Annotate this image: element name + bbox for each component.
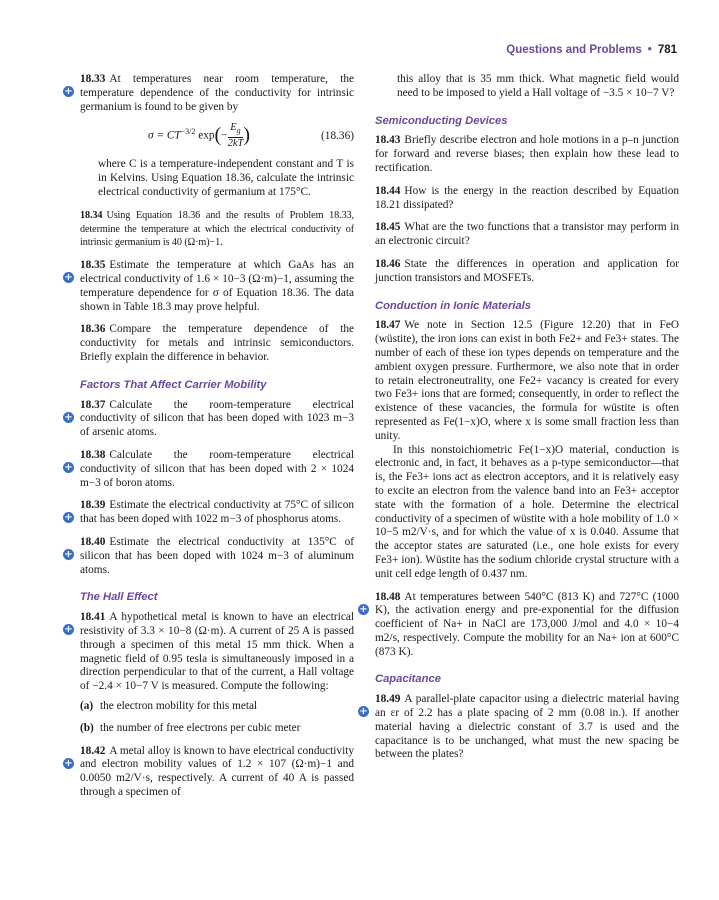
problem-18-44: 18.44 How is the energy in the reaction described by Equation 18.21 dissipated? [375,184,679,211]
equation-body: $\sigma = CT^{-3/2}$ exp(− $\frac{E_g}{2kT}$) [148,122,251,150]
section-heading-capacitance: Capacitance [375,673,441,686]
problem-18-47: 18.47 We note in Section 12.5 (Figure 12.20) that in FeO (wüstite), the iron ions can exist in both Fe2+ and Fe3+ states. The number of each of these ion types depends on temperature and the ambient oxygen pressure. Furthermore, we also note that in order to retain electroneutrality, one Fe2+ vacancy is created for every two Fe3+ ions that are formed; consequently, in order to reflect the existence of these vacancies, the formula for wüstite is often represented as Fe(1−x)O, where x is some small fraction less than unity. In this nonstoichiometric Fe(1−x)O material, conduction is electronic and, in fact, it behaves as a p-type semiconductor—that is, the Fe3+ ions act as electron acceptors, and it is relatively easy to excite an electron from the valence band into an Fe3+ acceptor state with the formation of a hole. Determine the electrical conductivity of a specimen of wüstite with a hole mobility of 1.0 × 10−5 m2/V·s, and for which the value of x is 0.040. Assume that the acceptor states are saturated (i.e., one hole exists for every Fe3+ ion). Wüstite has the sodium chloride crystal structure with a unit cell edge length of 0.437 nm. [375,319,679,580]
plus-circle-icon[interactable]: + [64,757,73,769]
problem-text: At temperatures near room temperature, the temperature dependence of the conductivity for intrinsic germanium is found to be given by [80,73,354,113]
problem-18-36: 18.36 Compare the temperature dependence of the conductivity for metals and intrinsic semiconductors. Briefly explain the difference in behavior. [80,323,354,364]
problem-number: 18.33 [80,73,106,85]
subpart-a: (a) the electron mobility for this metal [80,699,258,712]
fraction: $\frac{E_g}{2kT}$ [227,122,244,150]
plus-circle-icon[interactable]: + [64,624,73,636]
plus-circle-icon[interactable]: + [359,603,368,615]
problem-18-35: + 18.35 Estimate the temperature at which GaAs has an electrical conductivity of 1.6 × 10−3 (Ω·m)−1, assuming the temperature dependence for σ of Equation 18.36. The data shown in Table 18.3 may prove helpful. [64,259,354,313]
equation-18-36 [80,122,354,150]
plus-circle-icon[interactable]: + [64,272,73,284]
header-separator: • [647,44,652,56]
plus-circle-icon[interactable]: + [64,462,73,474]
problem-18-45: 18.45 What are the two functions that a transistor may perform in an electronic circuit? [375,221,679,248]
problem-18-37: + 18.37 Calculate the room-temperature electrical conductivity of silicon that has been doped with 1023 m−3 of arsenic atoms. [64,398,354,439]
problem-18-39: + 18.39 Estimate the electrical conductivity at 75°C of silicon that has been doped with 1022 m−3 of phosphorus atoms. [64,499,354,526]
problem-18-43: 18.43 Briefly describe electron and hole motions in a p–n junction for forward and reverse biases; then explain how these lead to rectification. [375,134,679,174]
problem-18-47-paragraph-2: In this nonstoichiometric Fe(1−x)O material, conduction is electronic and, in fact, it behaves as a p-type semiconductor—that is, the Fe3+ ions act as electron acceptors, and it is relatively easy to excite an electron from the valence band into an Fe3+ acceptor state with the formation of a hole. Determine the electrical conductivity of a specimen of wüstite with a hole mobility of 1.0 × 10−5 m2/V·s, and for which the value of x is 0.040. Assume that the acceptor states are saturated (i.e., one hole exists for every Fe3+ ion). Wüstite has the sodium chloride crystal structure with a unit cell edge length of 0.437 nm. [375,443,679,580]
problem-18-46: 18.46 State the differences in operation and application for junction transistors and MOSFETs. [375,257,679,284]
right-column [359,73,679,771]
problem-18-33 [64,73,354,200]
section-heading-hall: The Hall Effect [80,591,158,604]
problem-18-41: + 18.41 A hypothetical metal is known to have an electrical resistivity of 3.3 × 10−8 (Ω·m). A current of 25 A is passed through a specimen of this metal 15 mm thick. When a magnetic field of 0.95 tesla is simultaneously imposed in a direction perpendicular to that of the current, a Hall voltage of −2.4 × 10−7 V is measured. Compute the following: (a) the electron mobility for this metal (b) the number of free electrons per cubic meter [64,611,354,734]
equation-number: (18.36) [321,129,354,142]
left-column [64,73,354,809]
problem-18-42-continued: this alloy that is 35 mm thick. What magnetic field would need to be imposed to yield a Hall voltage of −3.5 × 10−7 V? [397,73,679,99]
problem-18-34: 18.34 Using Equation 18.36 and the results of Problem 18.33, determine the temperature at which the electrical conductivity of intrinsic germanium is 40 (Ω·m)−1. [80,209,354,249]
problem-18-38: + 18.38 Calculate the room-temperature electrical conductivity of silicon that has been doped with 2 × 1024 m−3 of boron atoms. [64,449,354,489]
problem-text-cont: where C is a temperature-independent constant and T is in Kelvins. Using Equation 18.36, calculate the intrinsic electrical conductivity of germanium at 175°C. [98,158,354,199]
problem-18-49: + 18.49 A parallel-plate capacitor using a dielectric material having an εr of 2.2 has a plate spacing of 2 mm (0.08 in.). If another material having a dielectric constant of 3.7 is used and the capacitance is to be unchanged, what must the new spacing be between the plates? [359,693,679,761]
header-title: Questions and Problems [506,44,642,56]
plus-circle-icon[interactable]: + [64,549,73,561]
subpart-b: (b) the number of free electrons per cubic meter [80,721,301,734]
plus-circle-icon[interactable]: + [64,86,73,97]
page-header [506,44,677,56]
problem-18-42: + 18.42 A metal alloy is known to have electrical conductivity and electron mobility values of 1.2 × 107 (Ω·m)−1 and 0.0050 m2/V·s, respectively. A current of 40 A is passed through a specimen of [64,744,354,798]
problem-18-48: + 18.48 At temperatures between 540°C (813 K) and 727°C (1000 K), the activation energy and pre-exponential for the diffusion coefficient of Na+ in NaCl are 173,000 J/mol and 4.0 × 10−4 m2/s, respectively. Compute the mobility for an Na+ ion at 600°C (873 K). [359,590,679,658]
section-heading-semiconducting: Semiconducting Devices [375,114,508,127]
plus-circle-icon[interactable]: + [64,411,73,423]
page-number: 781 [657,44,677,56]
plus-circle-icon[interactable]: + [359,706,368,718]
problem-18-40: + 18.40 Estimate the electrical conductivity at 135°C of silicon that has been doped with 1024 m−3 of aluminum atoms. [64,536,354,576]
section-heading-ionic: Conduction in Ionic Materials [375,299,532,312]
plus-circle-icon[interactable]: + [64,512,73,524]
section-heading-factors: Factors That Affect Carrier Mobility [80,378,267,391]
